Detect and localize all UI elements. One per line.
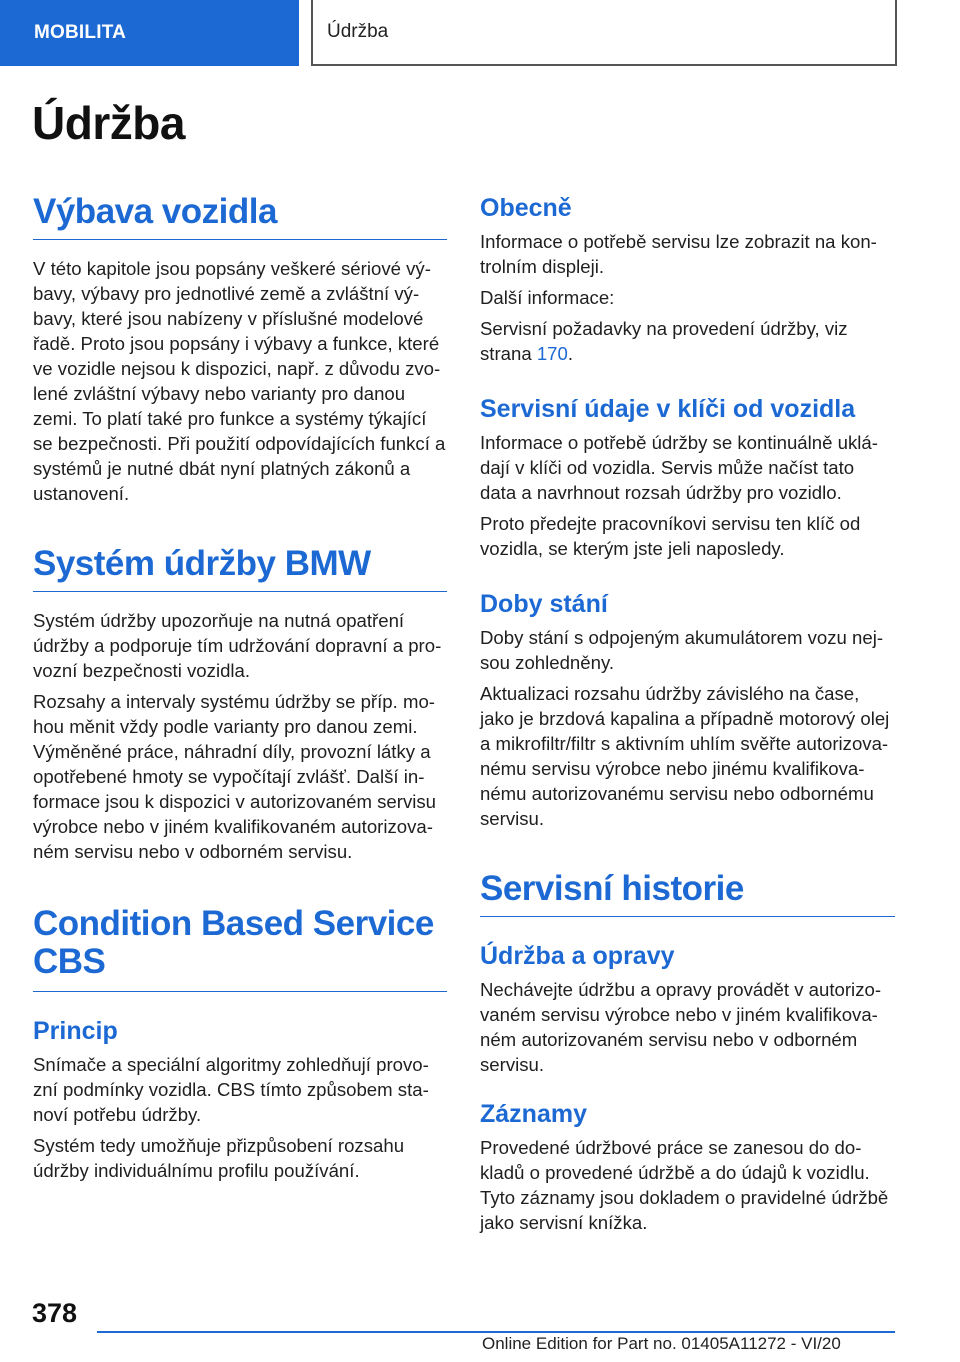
paragraph: Informace o potřebě údržby se kontinuálně uklá-dají v klíči od vozidla. Servis může načíst tato data a navrhnout rozsah údržby pro vozidlo. [480, 432, 878, 503]
paragraph: Další informace: [480, 287, 615, 308]
heading-obecne: Obecně [480, 194, 572, 222]
heading-princip: Princip [33, 1017, 118, 1045]
paragraph: Rozsahy a intervaly systému údržby se příp. mo-hou měnit vždy podle varianty pro danou zemi. Výměněné práce, náhradní díly, provozní látky a opotřebené hmoty se vypočítají zvlášť. Další in-formace jsou k dispozici v autorizovaném servisu výrobce nebo v jiném kvalifikovaném autorizova-ném servisu nebo v odborném servisu. [33, 691, 437, 862]
page-header [0, 0, 960, 66]
paragraph: Doby stání s odpojeným akumulátorem vozu nej-sou zohledněny. [480, 627, 884, 673]
paragraph: Systém údržby upozorňuje na nutná opatření údržby a podporuje tím udržování dopravní a pro-vozní bezpečnosti vozidla. [33, 610, 442, 681]
reference-suffix: . [567, 343, 574, 364]
heading-system-udrzby: Systém údržby BMW [33, 545, 447, 592]
section-doby-stani [480, 589, 895, 831]
paragraph: V této kapitole jsou popsány veškeré sériové vý-bavy, výbavy pro jednotlivé země a zvláštní vý-bavy, které jsou nabízeny v příslušné modelové řadě. Proto jsou popsány i výbavy a funkce, které ve vozidle nejsou k dispozici, např. z důvodu zvo-lené zvláštní výbavy nebo varianty pro danou zemi. To platí také pro funkce a systémy týkající se bezpečnosti. Při použití odpovídajících funkcí a systémů je nutné dbát nyní platných zákonů a ustanovení. [33, 258, 446, 504]
reference-text: Servisní požadavky na provedení údržby, viz strana [480, 318, 848, 364]
page-link[interactable]: 170 [536, 343, 568, 364]
footer-divider [97, 1331, 895, 1333]
heading-servisni-udaje: Servisní údaje v klíči od vozidla [480, 395, 856, 423]
heading-udrzba-a-opravy: Údržba a opravy [480, 942, 675, 970]
paragraph: Aktualizaci rozsahu údržby závislého na čase, jako je brzdová kapalina a případně motorový olej a mikrofiltr/filtr s aktivním uhlím svěřte autorizova-nému servisu výrobce nebo jinému kvalifikova-nému autorizovanému servisu nebo odbornému servisu. [480, 683, 890, 829]
page-title: Údržba [32, 97, 185, 149]
section-servisni-udaje [480, 394, 895, 561]
section-cbs [33, 905, 447, 1183]
paragraph: Informace o potřebě servisu lze zobrazit na kon-trolním displeji. [480, 231, 877, 277]
heading-doby-stani: Doby stání [480, 590, 608, 618]
heading-vybava-vozidla: Výbava vozidla [33, 193, 447, 240]
heading-cbs: Condition Based Service CBS [33, 905, 447, 992]
edition-note: Online Edition for Part no. 01405A11272 - VI/20 [482, 1334, 841, 1353]
heading-servisni-historie: Servisní historie [480, 870, 895, 917]
paragraph-reference [480, 316, 895, 366]
paragraph: Proto předejte pracovníkovi servisu ten klíč od vozidla, se kterým jste jeli naposledy. [480, 513, 861, 559]
section-obecne [480, 193, 895, 366]
heading-zaznamy: Záznamy [480, 1100, 587, 1128]
section-tab[interactable]: MOBILITA [0, 0, 299, 66]
chapter-tab[interactable]: Údržba [311, 0, 897, 66]
section-servisni-historie [480, 870, 895, 1235]
paragraph: Provedené údržbové práce se zanesou do do-kladů o provedené údržbě a do údajů k vozidlu. Tyto záznamy jsou dokladem o pravidelné údržbě jako servisní knížka. [480, 1137, 889, 1233]
page-number: 378 [32, 1298, 78, 1328]
section-vybava-vozidla [33, 193, 447, 506]
section-system-udrzby [33, 545, 447, 864]
paragraph: Snímače a speciální algoritmy zohledňují provo-zní podmínky vozidla. CBS tímto způsobem sta-noví potřebu údržby. [33, 1054, 429, 1125]
paragraph: Systém tedy umožňuje přizpůsobení rozsahu údržby individuálnímu profilu používání. [33, 1135, 405, 1181]
paragraph: Nechávejte údržbu a opravy provádět v autorizo-vaném servisu výrobce nebo v jiném kvalifikova-ném autorizovaném servisu nebo v odborném servisu. [480, 979, 882, 1075]
